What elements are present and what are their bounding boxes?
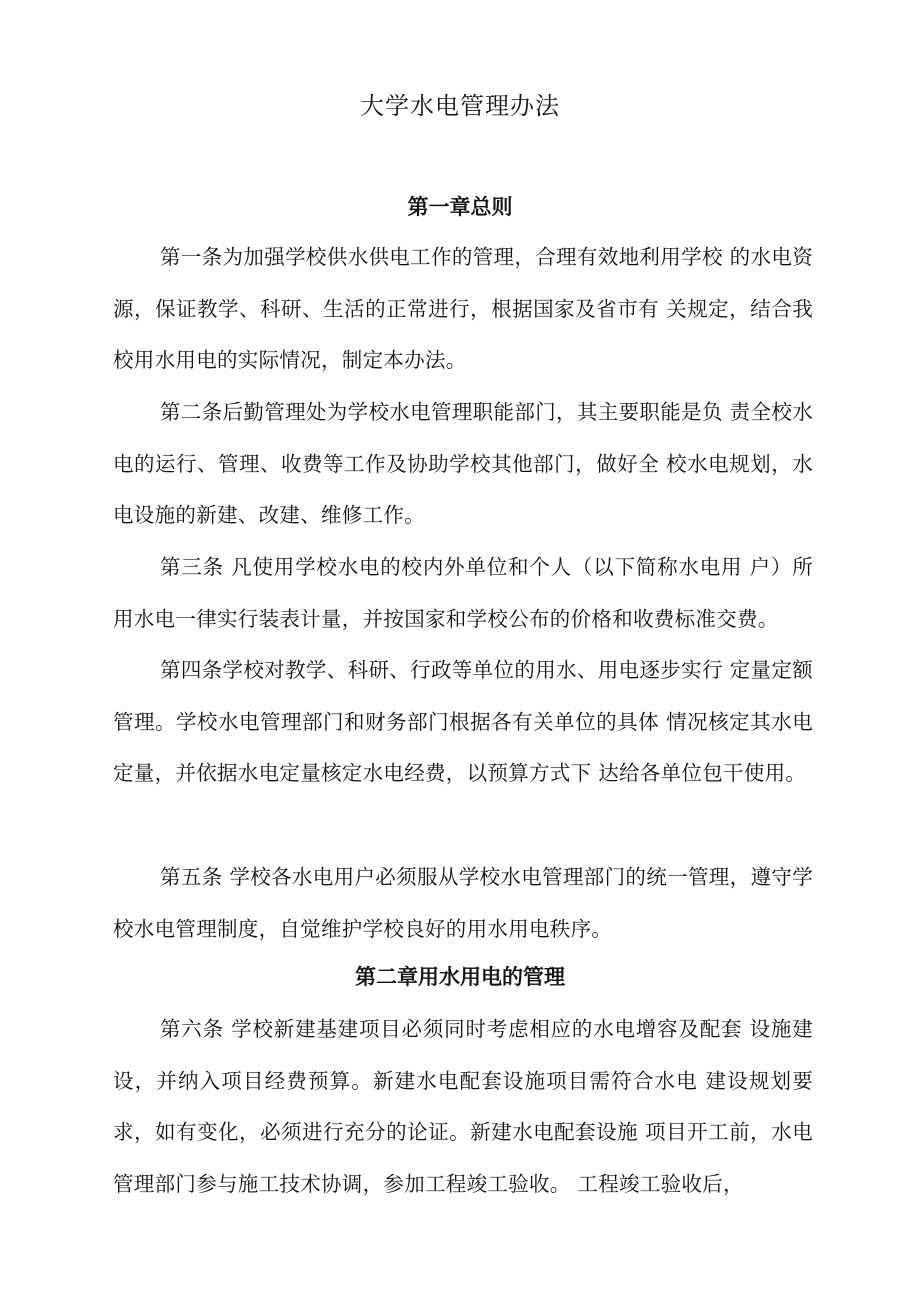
chapter-heading: 第二章用水用电的管理 <box>355 965 565 989</box>
article-paragraph: 第六条 学校新建基建项目必须同时考虑相应的水电增容及配套 设施建设，并纳入项目经费预算。新建水电配套设施项目需符合水电 建设规划要求，如有变化，必须进行充分的论证。新建水电配套设施 项目开工前，水电管理部门参与施工技术协调，参加工程竣工验收。 工程竣工验收后， <box>113 1017 813 1196</box>
article-paragraph: 第一条为加强学校供水供电工作的管理，合理有效地利用学校 的水电资源，保证教学、科研、生活的正常进行，根据国家及省市有 关规定，结合我校用水用电的实际情况，制定本办法。 <box>113 245 813 373</box>
article-paragraph: 第二条后勤管理处为学校水电管理职能部门，其主要职能是负 责全校水电的运行、管理、收费等工作及协助学校其他部门，做好全 校水电规划，水电设施的新建、改建、维修工作。 <box>113 400 813 528</box>
document-title: 大学水电管理办法 <box>360 92 560 120</box>
article-paragraph: 第三条 凡使用学校水电的校内外单位和个人（以下简称水电用 户）所用水电一律实行装表计量，并按国家和学校公布的价格和收费标准交费。 <box>113 555 813 631</box>
chapter-heading: 第一章总则 <box>407 195 513 219</box>
article-paragraph: 第四条学校对教学、科研、行政等单位的用水、用电逐步实行 定量定额管理。学校水电管理部门和财务部门根据各有关单位的具体 情况核定其水电定量，并依据水电定量核定水电经费，以预算方式下 达给各单位包干使用。 <box>113 658 813 786</box>
article-paragraph: 第五条 学校各水电用户必须服从学校水电管理部门的统一管理，遵守学校水电管理制度，自觉维护学校良好的用水用电秩序。 <box>113 865 813 941</box>
